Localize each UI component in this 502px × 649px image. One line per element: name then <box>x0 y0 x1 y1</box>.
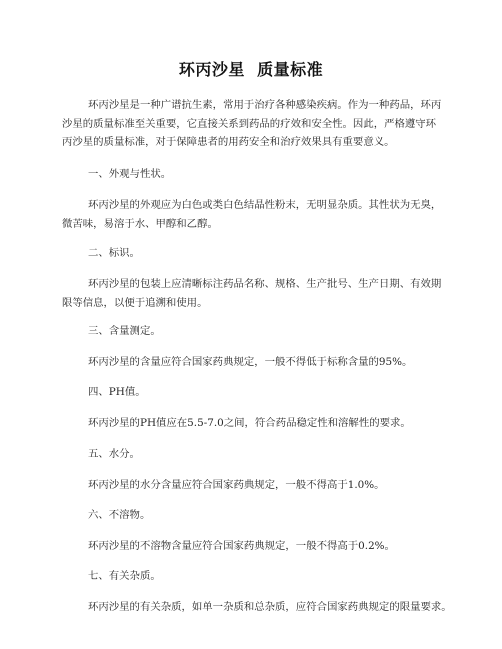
body-line: 微苦味，易溶于水、甲醇和乙醇。 <box>62 217 218 230</box>
section-heading-water: 五、水分。 <box>88 448 140 460</box>
intro-line: 丙沙星的质量标准，对于保障患者的用药安全和治疗效果具有重要意义。 <box>62 136 395 148</box>
section-body-impurities <box>62 598 452 617</box>
section-body-appearance <box>62 196 452 233</box>
intro-line: 沙星的质量标准至关重要，它直接关系到药品的疗效和安全性。因此，严格遵守环 <box>62 117 437 130</box>
page-title: 环丙沙星 质量标准 <box>178 60 324 79</box>
body-line: 环丙沙星的外观应为白色或类白色结晶性粉末，无明显杂质。其性状为无臭， <box>88 199 442 211</box>
section-body-water <box>62 476 452 495</box>
body-line: 环丙沙星的包装上应清晰标注药品名称、规格、生产批号、生产日期、有效期 <box>88 278 442 290</box>
section-body-labeling <box>62 275 452 312</box>
body-line: 环丙沙星的PH值应在5.5-7.0之间，符合药品稳定性和溶解性的要求。 <box>88 417 411 429</box>
section-body-insoluble <box>62 537 452 556</box>
section-heading-insoluble: 六、不溶物。 <box>88 509 151 521</box>
intro-paragraph <box>62 96 452 152</box>
body-line: 限等信息，以便于追溯和使用。 <box>62 296 208 309</box>
body-line: 环丙沙星的含量应符合国家药典规定，一般不得低于标称含量的95%。 <box>88 356 413 368</box>
section-body-ph <box>62 414 452 433</box>
section-heading-impurities: 七、有关杂质。 <box>88 570 161 582</box>
section-heading-ph: 四、PH值。 <box>88 386 146 398</box>
section-body-assay <box>62 353 452 372</box>
section-heading-labeling: 二、标识。 <box>88 247 140 259</box>
body-line: 环丙沙星的水分含量应符合国家药典规定，一般不得高于1.0%。 <box>88 479 385 491</box>
intro-line: 环丙沙星是一种广谱抗生素，常用于治疗各种感染疾病。作为一种药品，环丙 <box>88 99 442 111</box>
body-line: 环丙沙星的不溶物含量应符合国家药典规定，一般不得高于0.2%。 <box>88 540 395 552</box>
body-line: 环丙沙星的有关杂质，如单一杂质和总杂质，应符合国家药典规定的限量要求。 <box>88 601 452 613</box>
section-heading-appearance: 一、外观与性状。 <box>88 168 172 180</box>
section-heading-assay: 三、含量测定。 <box>88 325 161 337</box>
